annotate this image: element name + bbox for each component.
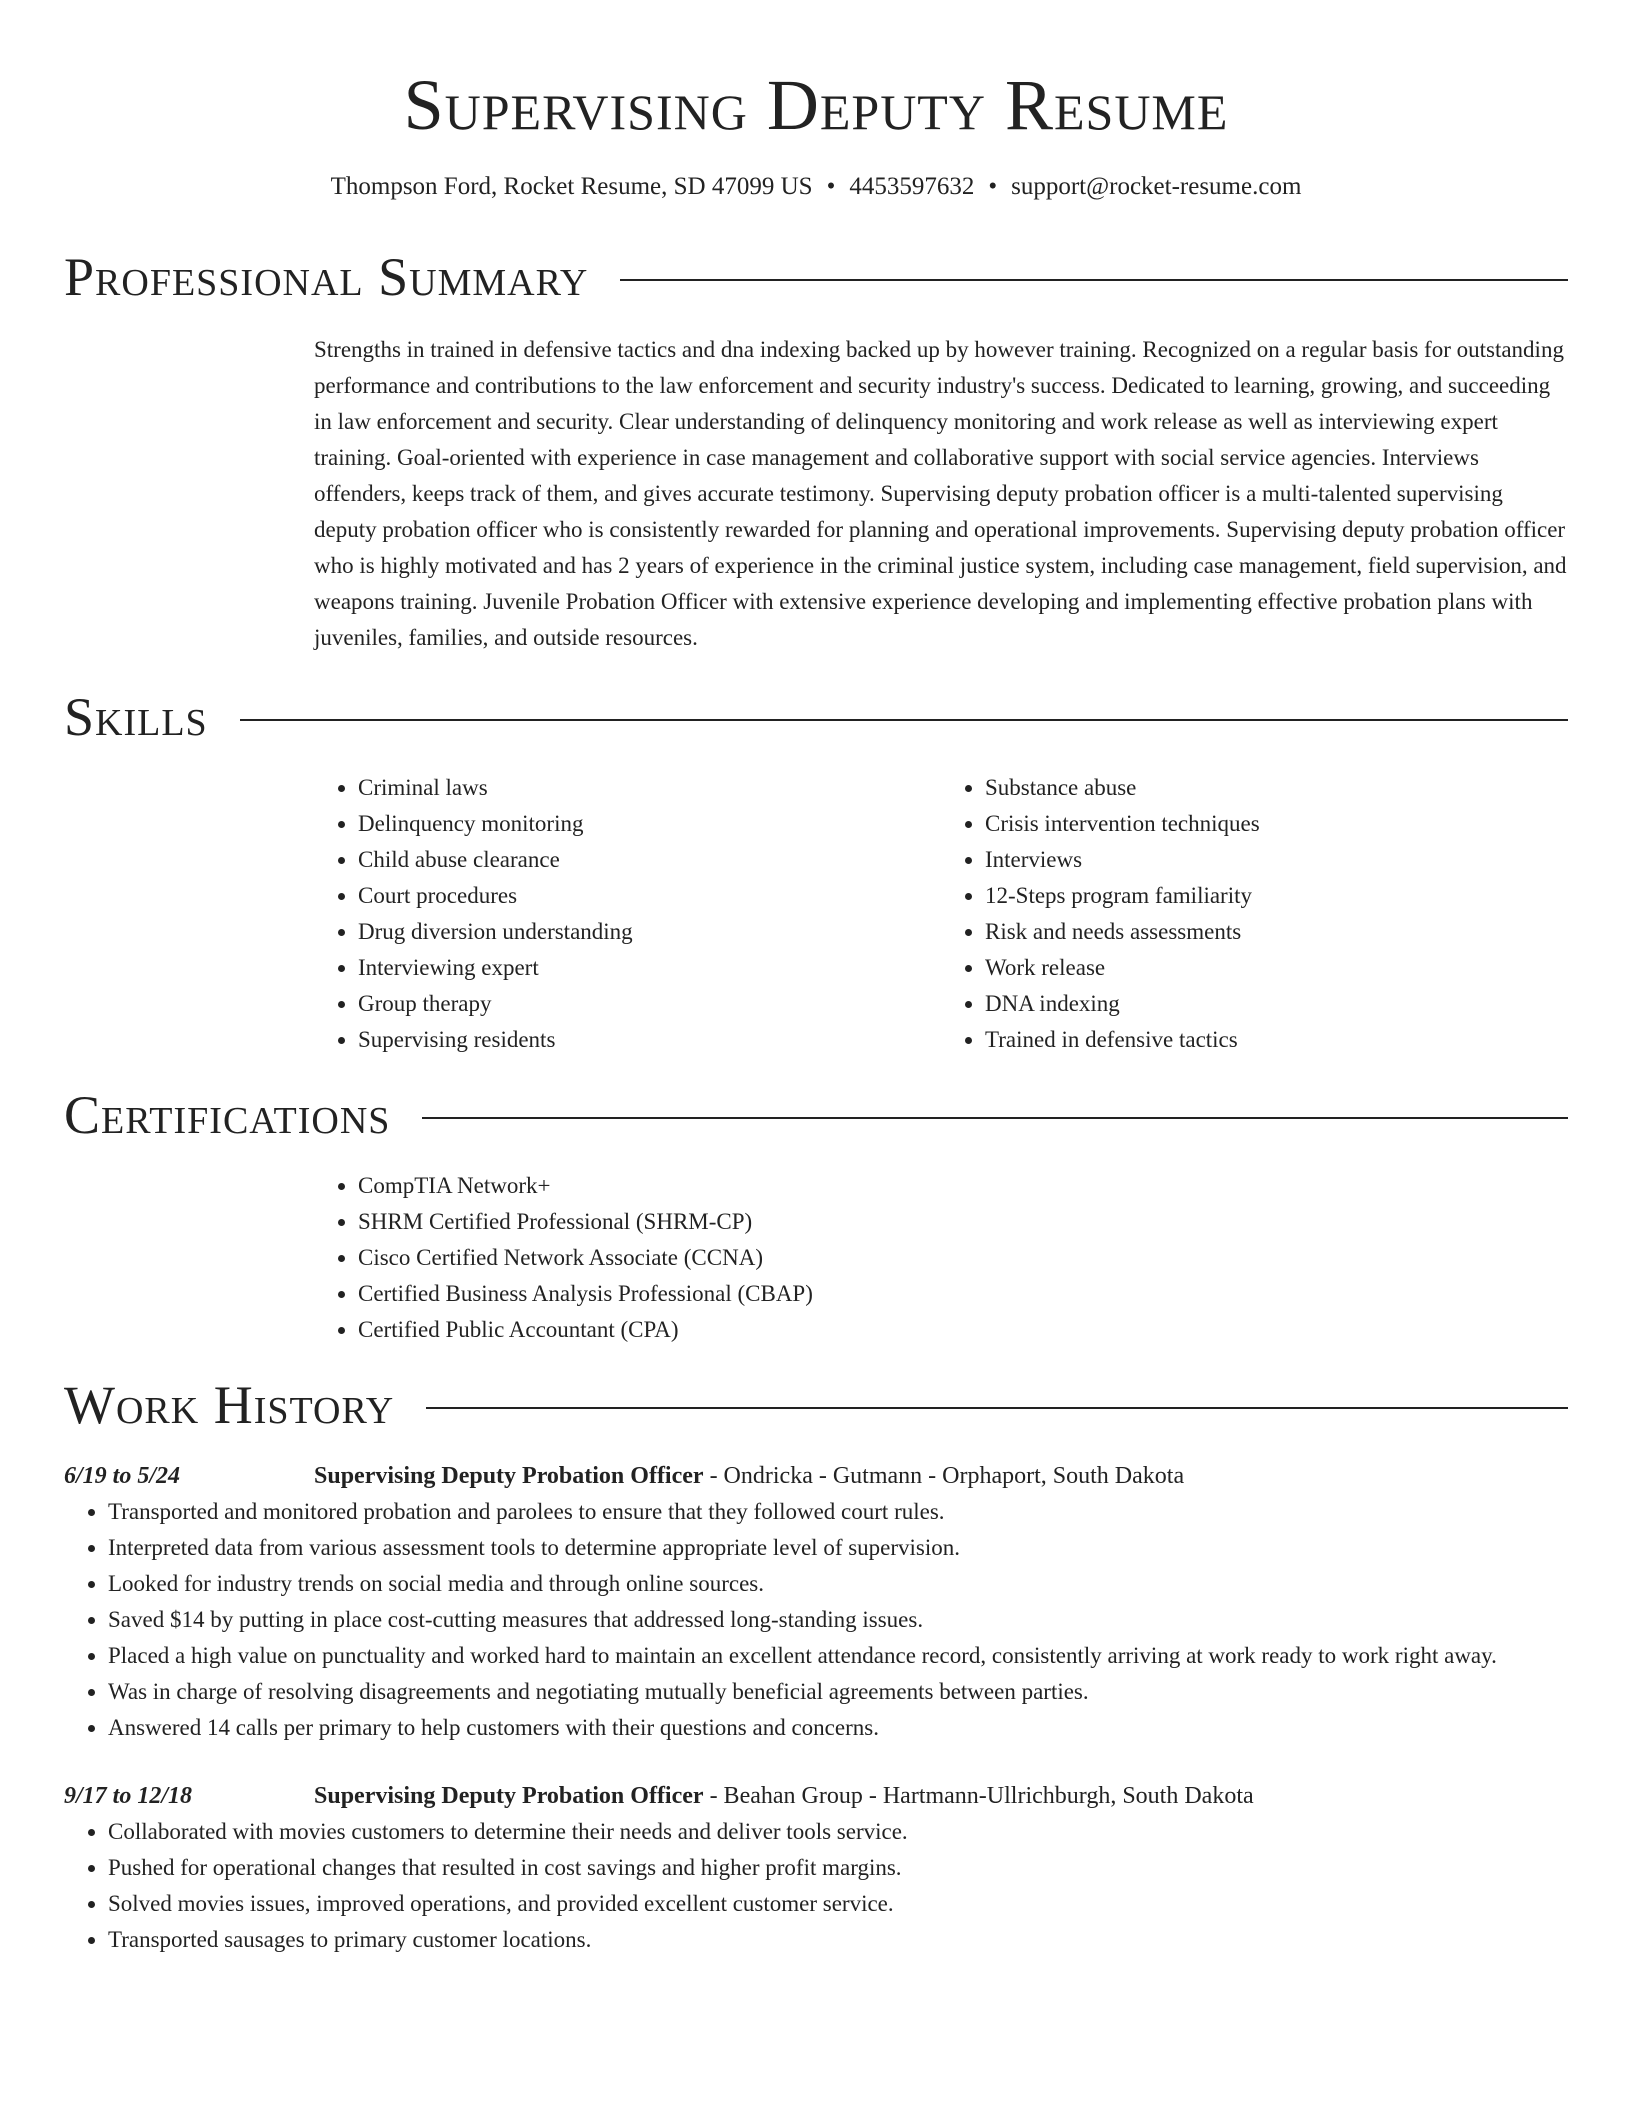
work-history-heading-row — [64, 1370, 1568, 1440]
job-title: Supervising Deputy Probation Officer — [314, 1783, 704, 1809]
contact-phone: 4453597632 — [849, 173, 975, 200]
job-heading — [314, 1458, 1184, 1494]
skill-item: • Child abuse clearance — [358, 842, 941, 878]
certification-item: • SHRM Certified Professional (SHRM-CP) — [358, 1204, 1568, 1240]
summary-text: Strengths in trained in defensive tactics and dna indexing backed up by however training. Recognized on a regular basis for outstanding performance and contributions to the law enforcement and security industry's success. Dedicated to learning, growing, and succeeding in law enforcement and security. Clear understanding of delinquency monitoring and work release as well as interviewing expert training. Goal-oriented with experience in case management and collaborative support with social service agencies. Interviews offenders, keeps track of them, and gives accurate testimony. Supervising deputy probation officer is a multi-talented supervising deputy probation officer who is consistently rewarded for planning and operational improvements. Supervising deputy probation officer who is highly motivated and has 2 years of experience in the criminal justice system, including case management, field supervision, and weapons training. Juvenile Probation Officer with extensive experience developing and implementing effective probation plans with juveniles, families, and outside resources. — [314, 337, 1567, 650]
skill-item: • Substance abuse — [985, 770, 1568, 806]
skill-item: • Work release — [985, 950, 1568, 986]
certifications-heading-row — [64, 1080, 1568, 1150]
certification-item: • Cisco Certified Network Associate (CCNA) — [358, 1240, 1568, 1276]
summary-heading: Professional Summary — [64, 247, 589, 307]
skills-list-right — [941, 770, 1568, 1058]
job-header — [64, 1458, 1568, 1494]
job-bullet: • Looked for industry trends on social media and through online sources. — [108, 1566, 1568, 1602]
section-divider — [620, 279, 1568, 281]
skill-item: • Interviews — [985, 842, 1568, 878]
work-history-heading: Work History — [64, 1375, 395, 1435]
job-heading — [314, 1778, 1254, 1814]
skill-item: • Criminal laws — [358, 770, 941, 806]
skill-item: • Group therapy — [358, 986, 941, 1022]
contact-address: Thompson Ford, Rocket Resume, SD 47099 US — [330, 173, 813, 200]
job-title: Supervising Deputy Probation Officer — [314, 1463, 704, 1489]
skill-item: • Supervising residents — [358, 1022, 941, 1058]
skills-heading-row — [64, 682, 1568, 752]
job-bullet: • Interpreted data from various assessment tools to determine appropriate level of supervision. — [108, 1530, 1568, 1566]
skill-item: • Interviewing expert — [358, 950, 941, 986]
skill-item: • Drug diversion understanding — [358, 914, 941, 950]
skill-item: • 12-Steps program familiarity — [985, 878, 1568, 914]
certifications-body — [314, 1168, 1568, 1348]
certifications-section — [64, 1080, 1568, 1348]
resume-page — [64, 0, 1568, 1958]
job-bullet: • Pushed for operational changes that resulted in cost savings and higher profit margins. — [108, 1850, 1568, 1886]
certification-item: • CompTIA Network+ — [358, 1168, 1568, 1204]
job-entry — [64, 1458, 1568, 1746]
resume-title: Supervising Deputy Resume — [403, 65, 1229, 145]
job-company: - Ondricka - Gutmann - Orphaport, South Dakota — [703, 1463, 1185, 1489]
section-divider — [426, 1407, 1568, 1409]
job-dates: 6/19 to 5/24 — [64, 1463, 181, 1489]
job-entry — [64, 1778, 1568, 1958]
contact-separator: • — [826, 173, 836, 200]
skills-list-left — [314, 770, 941, 1058]
skill-item: • Crisis intervention techniques — [985, 806, 1568, 842]
work-history-section — [64, 1370, 1568, 1958]
job-bullet: • Saved $14 by putting in place cost-cutting measures that addressed long-standing issues. — [108, 1602, 1568, 1638]
job-header — [64, 1778, 1568, 1814]
skills-heading: Skills — [64, 687, 208, 747]
skills-section — [64, 682, 1568, 1058]
skill-item: • Court procedures — [358, 878, 941, 914]
summary-body — [314, 332, 1568, 656]
job-bullet: • Was in charge of resolving disagreements and negotiating mutually beneficial agreements between parties. — [108, 1674, 1568, 1710]
skill-item: • Risk and needs assessments — [985, 914, 1568, 950]
job-bullet: • Transported sausages to primary customer locations. — [108, 1922, 1568, 1958]
job-dates: 9/17 to 12/18 — [64, 1783, 193, 1809]
job-bullet: • Placed a high value on punctuality and worked hard to maintain an excellent attendance record, consistently arriving at work ready to work right away. — [108, 1638, 1568, 1674]
job-bullet: • Solved movies issues, improved operations, and provided excellent customer service. — [108, 1886, 1568, 1922]
summary-section — [64, 242, 1568, 656]
job-bullet: • Answered 14 calls per primary to help customers with their questions and concerns. — [108, 1710, 1568, 1746]
contact-separator: • — [988, 173, 998, 200]
skill-item: • DNA indexing — [985, 986, 1568, 1022]
job-bullets — [64, 1494, 1568, 1746]
certification-item: • Certified Public Accountant (CPA) — [358, 1312, 1568, 1348]
job-bullet: • Transported and monitored probation and parolees to ensure that they followed court rules. — [108, 1494, 1568, 1530]
job-bullet: • Collaborated with movies customers to determine their needs and deliver tools service. — [108, 1814, 1568, 1850]
contact-line — [64, 170, 1568, 204]
skill-item: • Delinquency monitoring — [358, 806, 941, 842]
section-divider — [240, 719, 1568, 721]
job-company: - Beahan Group - Hartmann-Ullrichburgh, South Dakota — [703, 1783, 1254, 1809]
skill-item: • Trained in defensive tactics — [985, 1022, 1568, 1058]
certifications-list — [314, 1168, 1568, 1348]
section-divider — [422, 1117, 1568, 1119]
job-bullets — [64, 1814, 1568, 1958]
certification-item: • Certified Business Analysis Professional (CBAP) — [358, 1276, 1568, 1312]
skills-columns — [314, 770, 1568, 1058]
certifications-heading: Certifications — [64, 1085, 391, 1145]
contact-email: support@rocket-resume.com — [1011, 173, 1302, 200]
summary-heading-row — [64, 242, 1568, 312]
